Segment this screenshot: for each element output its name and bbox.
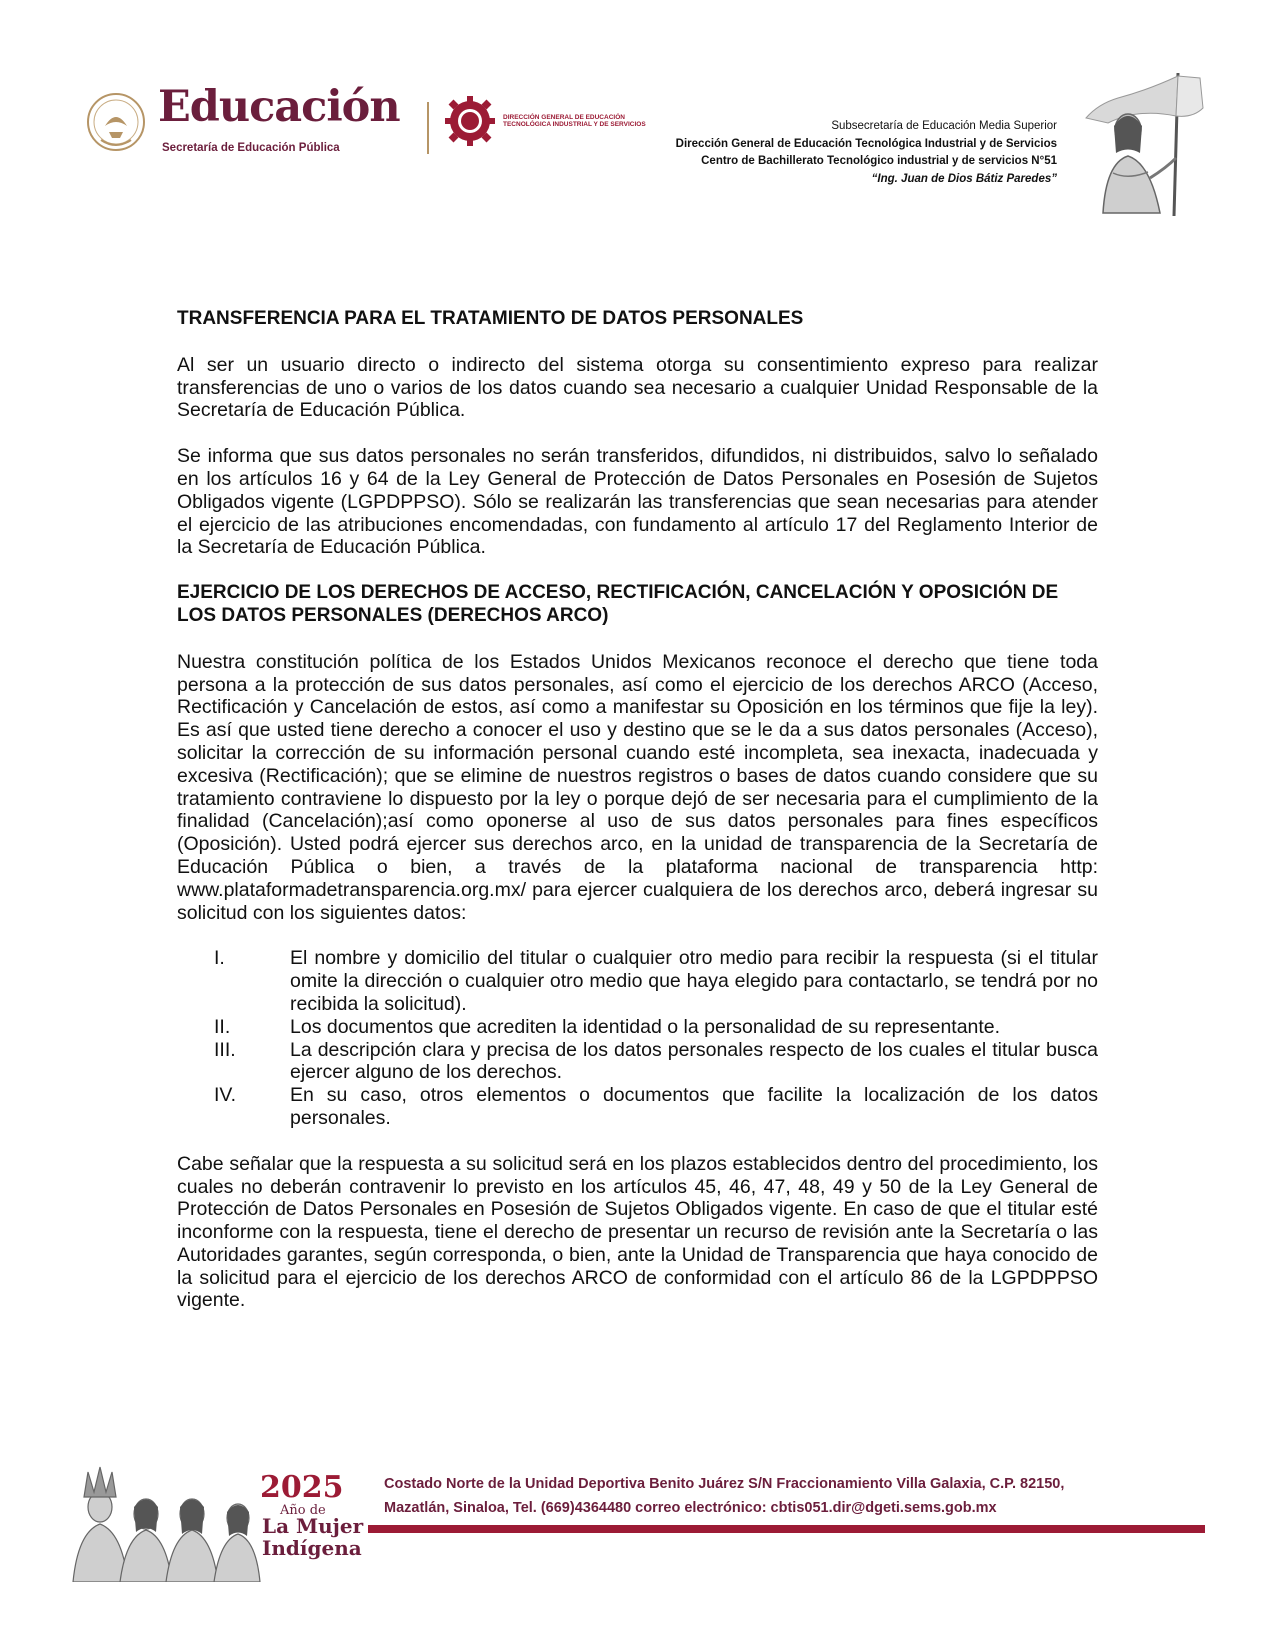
year-subtitle-3: Indígena — [262, 1536, 362, 1560]
footer-address — [384, 1472, 1064, 1520]
mexico-seal-icon — [85, 88, 147, 160]
inst-line-4: “Ing. Juan de Dios Bátiz Paredes” — [871, 172, 1057, 185]
institution-block — [676, 118, 1057, 188]
inst-line-1: Subsecretaría de Educación Media Superior — [831, 120, 1057, 132]
year-subtitle-block — [262, 1515, 363, 1559]
year-2025-logo: 2025 — [260, 1470, 344, 1505]
list-item-text: El nombre y domicilio del titular o cualquier otro medio para recibir la respuesta (si el titular omite la dirección o cualquier otro medio que haya elegido para contactarlo, se tendrá por no recibida la solicitud). — [290, 947, 1098, 1015]
address-line-2: Mazatlán, Sinaloa, Tel. (669)4364480 correo electrónico: cbtis051.dir@dgeti.sems.gob.mx — [384, 1500, 997, 1516]
requirements-list — [177, 947, 1098, 1129]
inst-line-2: Dirección General de Educación Tecnológica Industrial y de Servicios — [675, 137, 1057, 150]
list-item-number: III. — [214, 1038, 236, 1061]
year-subtitle-1: Año de — [280, 1503, 326, 1518]
heading-derechos-arco: EJERCICIO DE LOS DERECHOS DE ACCESO, RECTIFICACIÓN, CANCELACIÓN Y OPOSICIÓN DE LOS DATOS PERSONALES (DERECHOS ARCO) — [177, 582, 1059, 626]
dgeti-gear-logo-icon — [444, 95, 496, 147]
inst-line-3: Centro de Bachillerato Tecnológico industrial y de servicios N°51 — [701, 155, 1057, 167]
list-item-number: IV. — [214, 1084, 237, 1107]
paragraph-derechos: Nuestra constitución política de los Estados Unidos Mexicanos reconoce el derecho que tiene toda persona a la protección de sus datos personales, así como el ejercicio de los derechos ARCO (Acceso, Rectificación y Cancelación de estos, así como a manifestar su Oposición en los términos que fije la ley). Es así que usted tiene derecho a conocer el uso y destino que se le da a sus datos personales (Acceso), solicitar la corrección de su información personal cuando esté incompleta, sea inexacta, inadecuada y excesiva (Rectificación); que se elimine de nuestros registros o bases de datos cuando considere que su tratamiento contraviene lo dispuesto por la ley o porque dejó de ser necesaria para el cumplimiento de la finalidad (Cancelación);así como oponerse al uso de sus datos personales para fines específicos (Oposición). Usted podrá ejercer sus derechos arco, en la unidad de transparencia de la Secretaría de Educación Pública o bien, a través de la plataforma nacional de transparencia http: www.plataformadetransparencia.org.mx/ para ejercer cualquiera de los derechos arco, deberá ingresar su solicitud con los siguientes datos: — [177, 650, 1098, 924]
list-item-number: I. — [214, 947, 225, 970]
document-body — [177, 308, 1098, 1335]
education-logo-subtitle: Secretaría de Educación Pública — [162, 142, 340, 154]
list-item — [177, 1016, 1098, 1039]
address-line-1: Costado Norte de la Unidad Deportiva Benito Juárez S/N Fraccionamiento Villa Galaxia, C.P. 82150, — [384, 1476, 1065, 1492]
list-item — [177, 947, 1098, 1015]
list-item-number: II. — [214, 1015, 231, 1038]
footer-rule — [368, 1525, 1205, 1533]
dgeti-logo-text — [503, 114, 646, 128]
list-item-text: En su caso, otros elementos o documentos que facilite la localización de los datos personales. — [290, 1084, 1098, 1129]
paragraph-transferencias: Se informa que sus datos personales no serán transferidos, difundidos, ni distribuidos, salvo lo señalado en los artículos 16 y 64 de la Ley General de Protección de Datos Personales en Posesión de Sujetos Obligados vigente (LGPDPPSO). Sólo se realizarán las transferencias que sean necesarias para atender el ejercicio de las atribuciones encomendadas, con fundamento al artículo 17 del Reglamento Interior de la Secretaría de Educación Pública. — [177, 445, 1098, 559]
list-item — [177, 1039, 1098, 1085]
logo-divider — [427, 102, 429, 154]
list-item-text: La descripción clara y precisa de los datos personales respecto de los cuales el titular busca ejercer alguno de los derechos. — [290, 1038, 1098, 1084]
heroine-flag-illustration-icon — [1078, 68, 1208, 218]
dgeti-line-1: DIRECCIÓN GENERAL DE EDUCACIÓN — [503, 114, 625, 121]
heading-transferencia: TRANSFERENCIA PARA EL TRATAMIENTO DE DATOS PERSONALES — [177, 308, 804, 329]
year-subtitle-2: La Mujer — [262, 1514, 364, 1538]
education-logo-title: Educación — [158, 82, 400, 132]
page-header — [0, 0, 1275, 230]
paragraph-plazos: Cabe señalar que la respuesta a su solicitud será en los plazos establecidos dentro del procedimiento, los cuales no deberán contravenir lo previsto en los artículos 45, 46, 47, 48, 49 y 50 de la Ley General de Protección de Datos Personales en Posesión de Sujetos Obligados vigente. En caso de que el titular esté inconforme con la respuesta, tiene el derecho de presentar un recurso de revisión ante la Secretaría o las Autoridades garantes, según corresponda, o bien, ante la Unidad de Transparencia que haya conocido de la solicitud para el ejercicio de los derechos ARCO de conformidad con el artículo 86 de la LGPDPPSO vigente. — [177, 1152, 1098, 1312]
list-item — [177, 1084, 1098, 1130]
list-item-text: Los documentos que acrediten la identidad o la personalidad de su representante. — [290, 1015, 1001, 1038]
paragraph-consentimiento: Al ser un usuario directo o indirecto del sistema otorga su consentimiento expreso para realizar transferencias de uno o varios de los datos cuando sea necesario a cualquier Unidad Responsable de la Secretaría de Educación Pública. — [177, 353, 1098, 422]
dgeti-line-2: TECNOLÓGICA INDUSTRIAL Y DE SERVICIOS — [503, 121, 646, 128]
